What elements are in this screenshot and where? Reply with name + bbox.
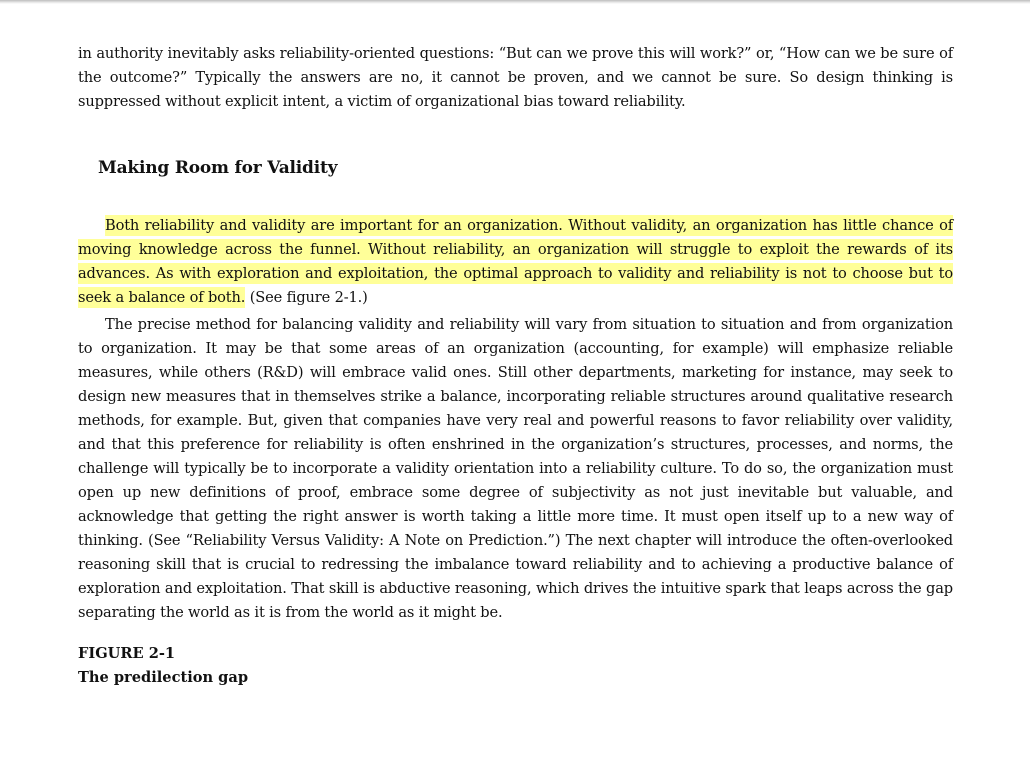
figure-reference: (See figure 2-1.) — [245, 289, 368, 306]
intro-paragraph: in authority inevitably asks reliability-oriented questions: “But can we prove this will work?” or, “How can we be sure of the outcome?” Typically the answers are no, it cannot be proven, and we cannot be sure. So design thinking is suppressed without explicit intent, a victim of organizational bias toward reliability. — [78, 45, 953, 110]
section-heading: Making Room for Validity — [98, 158, 338, 178]
figure-label: FIGURE 2-1 — [78, 645, 176, 662]
highlight-annotation[interactable]: Both reliability and validity are important for an organization. Without validity, an organization has little chance of moving knowledge across the funnel. Without reliability, an organization will struggle to exploit the rewards of its advances. As with exploration and exploitation, the optimal approach to validity and reliability is not to choose but to seek a balance of both. — [78, 217, 953, 306]
window-top-edge — [0, 0, 1030, 4]
body-paragraph: The precise method for balancing validity and reliability will vary from situation to situation and from organization to organization. It may be that some areas of an organization (accounting, for example) will emphasize reliable measures, while others (R&D) will embrace valid ones. Still other departments, marketing for instance, may seek to design new measures that in themselves strike a balance, incorporating reliable structures around qualitative research methods, for example. But, given that companies have very real and powerful reasons to favor reliability over validity, and that this preference for reliability is often enshrined in the organization’s structures, processes, and norms, the challenge will typically be to incorporate a validity orientation into a reliability culture. To do so, the organization must open up new definitions of proof, embrace some degree of subjectivity as not just inevitable but valuable, and acknowledge that getting the right answer is worth taking a little more time. It must open itself up to a new way of thinking. (See “Reliability Versus Validity: A Note on Prediction.”) The next chapter will introduce the often-overlooked reasoning skill that is crucial to redressing the imbalance toward reliability and to achieving a productive balance of exploration and exploitation. That skill is abductive reasoning, which drives the intuitive spark that leaps across the gap separating the world as it is from the world as it might be. — [78, 316, 953, 621]
highlighted-paragraph — [78, 214, 953, 310]
figure-title: The predilection gap — [78, 669, 249, 686]
